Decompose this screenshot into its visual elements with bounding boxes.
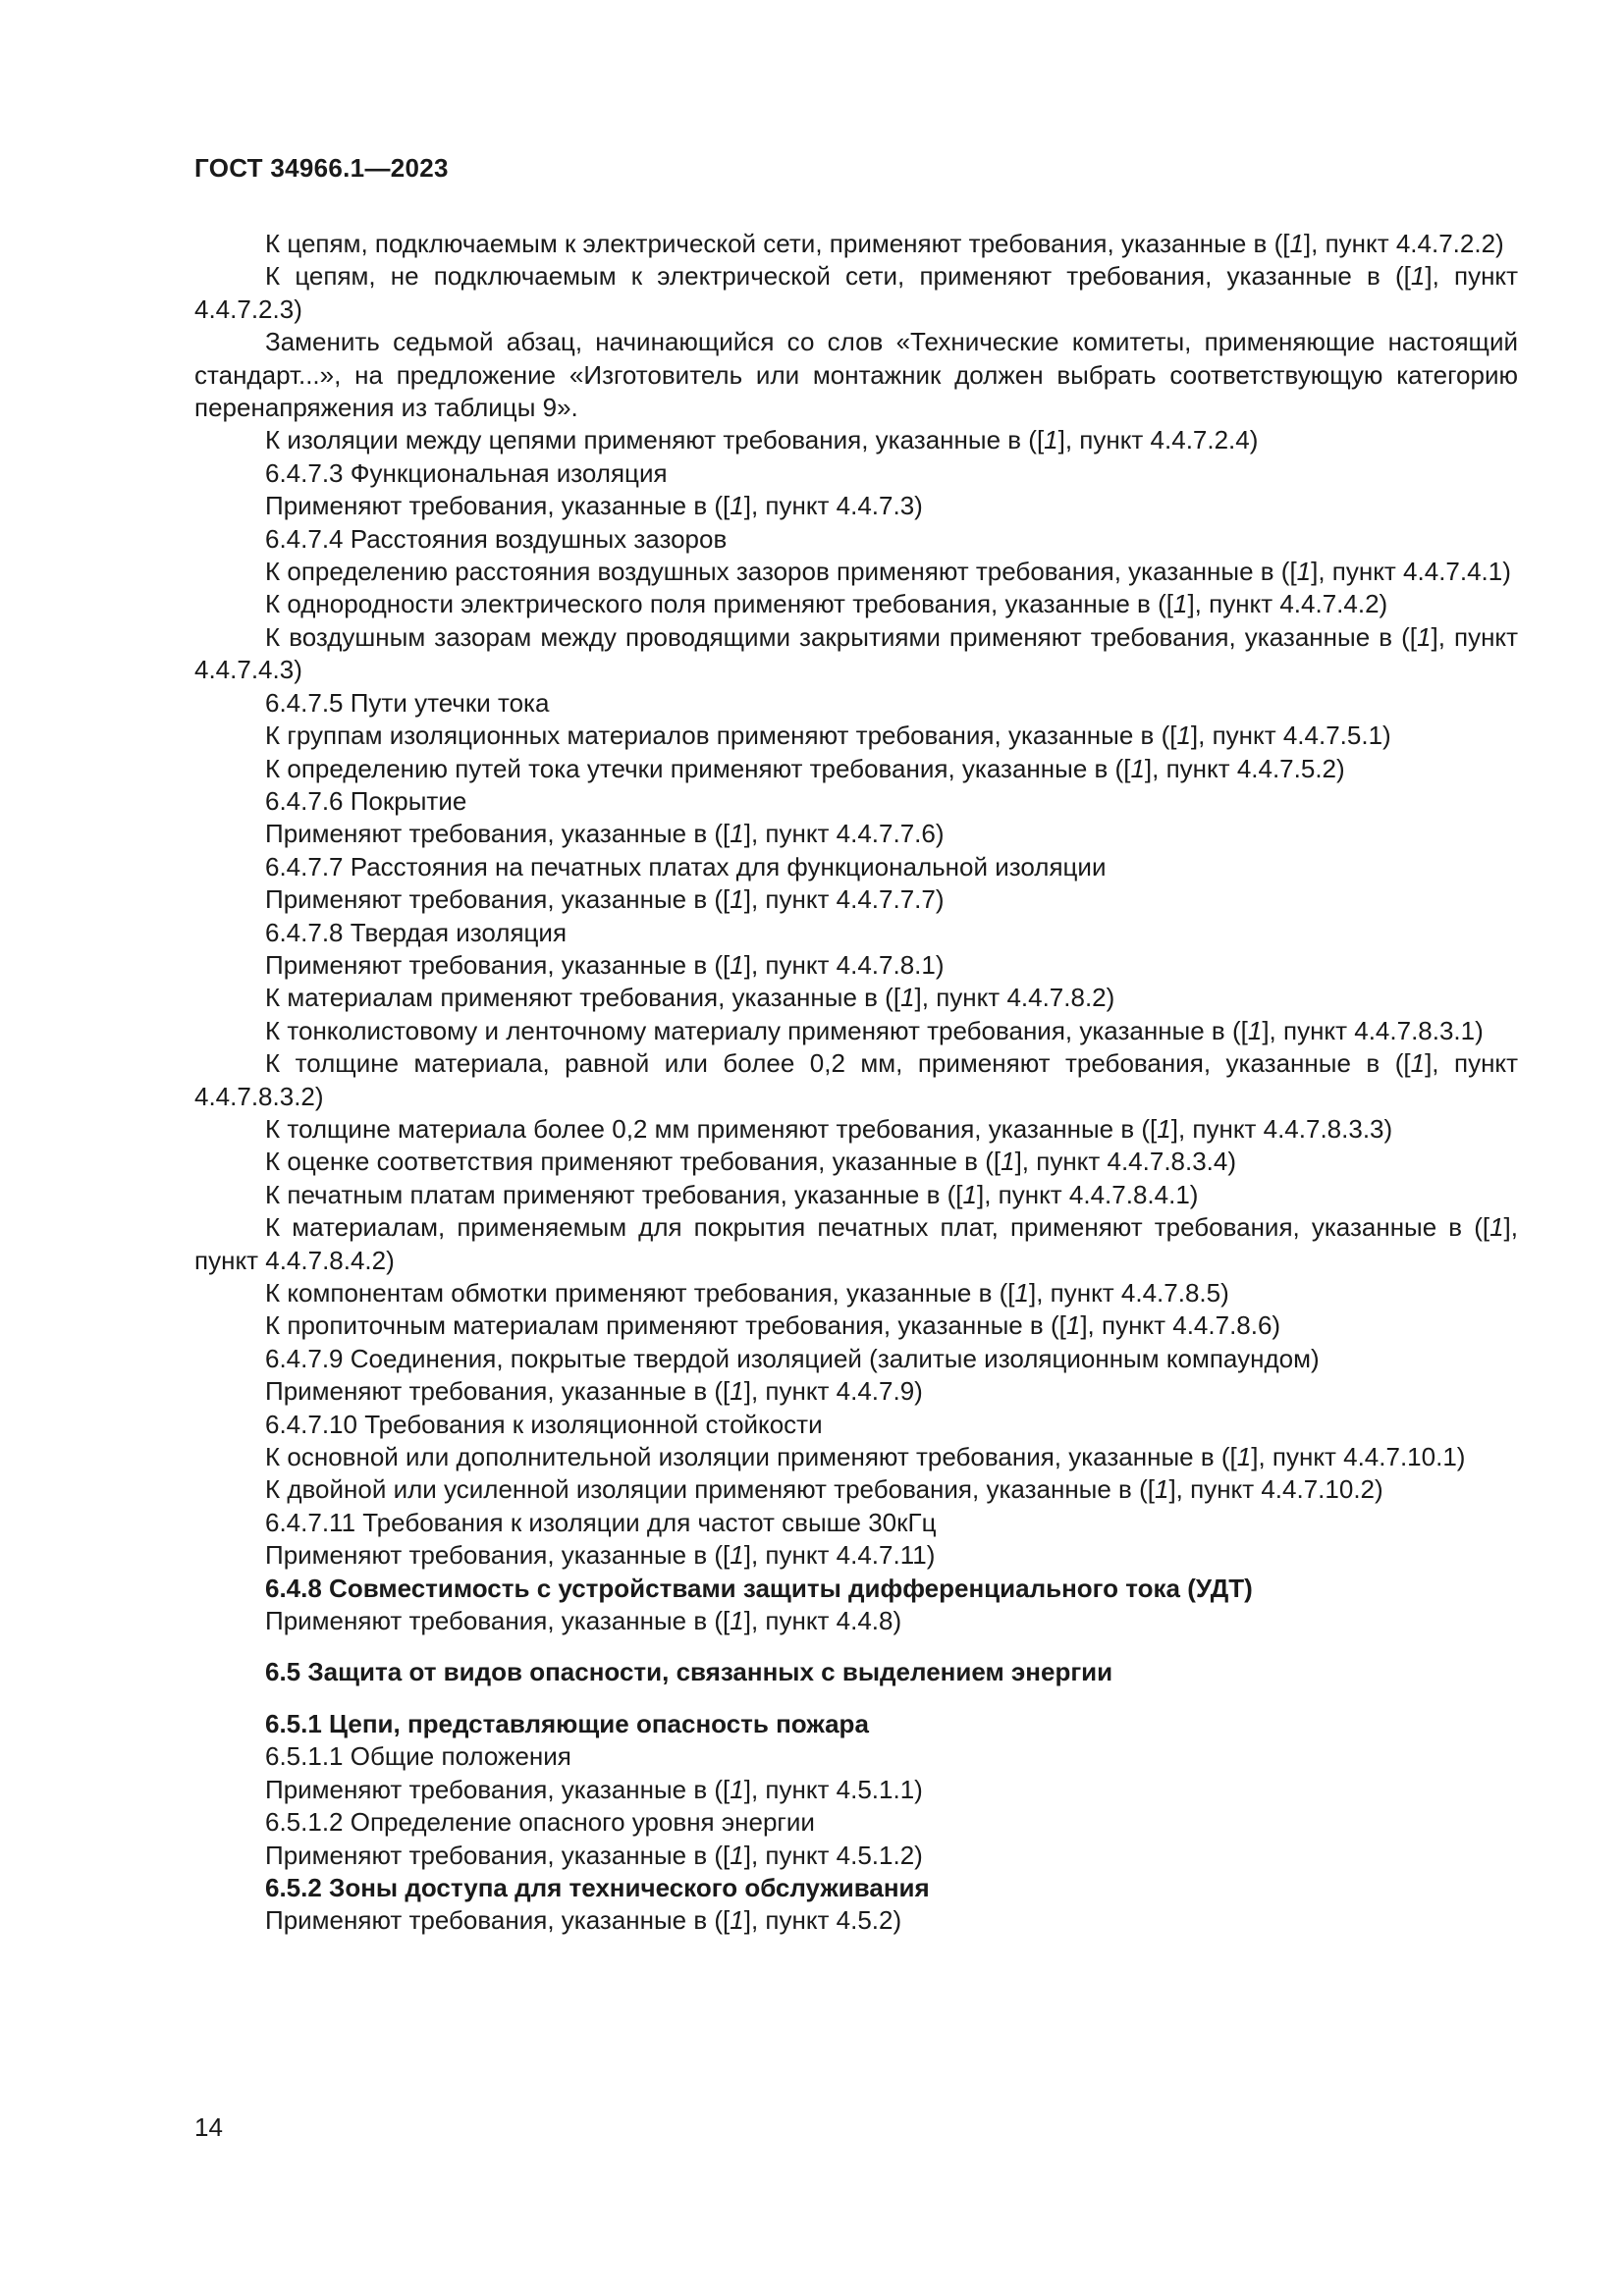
clause-reference: ], пункт 4.4.7.4.1): [1311, 557, 1511, 587]
paragraph-text: Применяют требования, указанные в ([: [265, 819, 731, 849]
document-body: [194, 228, 1518, 1938]
paragraph: 6.4.7.10 Требования к изоляционной стойкости: [265, 1409, 823, 1439]
clause-reference: ], пункт 4.4.7.7.6): [743, 819, 945, 849]
paragraph-text: К оценке соответствия применяют требования, указанные в ([: [265, 1147, 1001, 1177]
paragraph: [194, 1473, 1518, 1506]
document-header-title: ГОСТ 34966.1—2023: [194, 153, 449, 183]
paragraph-text: Применяют требования, указанные в ([: [265, 949, 731, 980]
bibliography-reference: 1: [1236, 1442, 1252, 1472]
clause-reference: ], пункт 4.4.7.8.1): [743, 949, 945, 980]
bibliography-reference: 1: [1289, 229, 1304, 258]
bibliography-reference: 1: [1176, 721, 1191, 751]
paragraph: [194, 490, 1518, 522]
clause-reference: ], пункт 4.4.7.2.2): [1303, 229, 1504, 258]
clause-reference: ], пункт 4.4.7.8.3.4): [1014, 1147, 1237, 1177]
clause-reference: ], пункт 4.4.7.11): [743, 1540, 936, 1571]
paragraph-text: Применяют требования, указанные в ([: [265, 1540, 731, 1571]
paragraph: [194, 228, 1518, 260]
paragraph: [194, 1904, 1518, 1937]
clause-reference: ], пункт 4.4.7.8.3.3): [1170, 1113, 1393, 1144]
paragraph: [194, 982, 1518, 1014]
paragraph: [194, 1277, 1518, 1309]
paragraph-text: К однородности электрического поля применяют требования, указанные в ([: [265, 589, 1173, 619]
paragraph: 6.4.7.8 Твердая изоляция: [265, 917, 568, 947]
paragraph: [194, 720, 1518, 752]
paragraph-text: К группам изоляционных материалов применяют требования, указанные в ([: [265, 721, 1177, 751]
paragraph-text: К толщине материала более 0,2 мм применяют требования, указанные в ([: [265, 1113, 1158, 1144]
paragraph: [194, 621, 1518, 687]
clause-reference: ], пункт 4.4.7.8.4.1): [977, 1179, 1199, 1209]
section-heading: 6.4.8 Совместимость с устройствами защиты дифференциального тока (УДТ): [265, 1573, 1253, 1603]
clause-reference: ], пункт 4.4.7.8.2): [914, 983, 1115, 1013]
bibliography-reference: 1: [1157, 1113, 1171, 1144]
clause-reference: ], пункт 4.4.7.2.4): [1057, 425, 1259, 455]
paragraph-text: К двойной или усиленной изоляции применяют требования, указанные в ([: [265, 1474, 1155, 1505]
paragraph: 6.4.7.7 Расстояния на печатных платах для функциональной изоляции: [265, 851, 1107, 881]
bibliography-reference: 1: [1247, 1015, 1263, 1045]
paragraph-text: К пропиточным материалам применяют требования, указанные в ([: [265, 1310, 1066, 1341]
section-heading: 6.5.1 Цепи, представляющие опасность пожара: [265, 1708, 869, 1738]
clause-reference: ], пункт 4.4.7.2.3): [194, 261, 1519, 324]
clause-reference: ], пункт 4.4.7.10.2): [1168, 1474, 1383, 1505]
clause-reference: ], пункт 4.4.7.9): [743, 1376, 923, 1407]
bibliography-reference: 1: [1154, 1474, 1169, 1505]
paragraph-text: К воздушным зазорам между проводящими закрытиями применяют требования, указанные в ([: [265, 621, 1417, 652]
clause-reference: ], пункт 4.4.7.5.1): [1190, 721, 1391, 751]
paragraph-text: К определению путей тока утечки применяют требования, указанные в ([: [265, 753, 1131, 783]
paragraph-text: К толщине материала, равной или более 0,2 мм, применяют требования, указанные в ([: [265, 1048, 1411, 1079]
clause-reference: ], пункт 4.4.7.8.3.1): [1262, 1015, 1484, 1045]
paragraph: [194, 1375, 1518, 1408]
section-heading: 6.5.2 Зоны доступа для технического обслуживания: [265, 1872, 930, 1902]
paragraph-text: К материалам применяют требования, указанные в ([: [265, 983, 901, 1013]
paragraph: [194, 883, 1518, 916]
paragraph-text: Применяют требования, указанные в ([: [265, 1376, 731, 1407]
paragraph: [194, 1840, 1518, 1872]
paragraph: [194, 753, 1518, 785]
section-heading: 6.5 Защита от видов опасности, связанных с выделением энергии: [265, 1657, 1113, 1687]
paragraph: [194, 1146, 1518, 1178]
paragraph: Заменить седьмой абзац, начинающийся со слов «Технические комитеты, применяющие настоящий стандарт...», на предложение «Изготовитель или монтажник должен выбрать соответствующую категорию перенапряжения из таблицы 9».: [194, 327, 1518, 423]
paragraph: [194, 1309, 1518, 1342]
bibliography-reference: 1: [1001, 1147, 1015, 1177]
bibliography-reference: 1: [1489, 1212, 1504, 1243]
bibliography-reference: 1: [730, 1376, 744, 1407]
paragraph-text: К основной или дополнительной изоляции применяют требования, указанные в ([: [265, 1442, 1237, 1472]
clause-reference: ], пункт 4.5.2): [743, 1905, 902, 1936]
paragraph-text: К определению расстояния воздушных зазоров применяют требования, указанные в ([: [265, 557, 1297, 587]
paragraph-text: Применяют требования, указанные в ([: [265, 1606, 731, 1636]
bibliography-reference: 1: [730, 1774, 744, 1804]
paragraph: [194, 556, 1518, 588]
bibliography-reference: 1: [730, 1606, 744, 1636]
clause-reference: ], пункт 4.4.7.5.2): [1144, 753, 1345, 783]
paragraph: [194, 1211, 1518, 1277]
paragraph: [194, 1539, 1518, 1572]
clause-reference: ], пункт 4.4.7.10.1): [1251, 1442, 1466, 1472]
paragraph: [194, 1605, 1518, 1637]
paragraph: 6.4.7.9 Соединения, покрытые твердой изоляцией (залитые изоляционным компаундом): [265, 1343, 1320, 1373]
paragraph-text: К тонколистовому и ленточному материалу применяют требования, указанные в ([: [265, 1015, 1248, 1045]
bibliography-reference: 1: [730, 1840, 744, 1870]
paragraph: [194, 1113, 1518, 1146]
bibliography-reference: 1: [730, 1905, 744, 1936]
clause-reference: ], пункт 4.4.7.8.4.2): [194, 1212, 1518, 1275]
bibliography-reference: 1: [1044, 425, 1058, 455]
clause-reference: ], пункт 4.4.8): [743, 1606, 902, 1636]
paragraph: 6.4.7.6 Покрытие: [265, 785, 467, 816]
clause-reference: ], пункт 4.4.7.3): [743, 491, 923, 521]
paragraph: 6.4.7.3 Функциональная изоляция: [265, 457, 668, 488]
paragraph: 6.4.7.5 Пути утечки тока: [265, 687, 550, 718]
clause-reference: ], пункт 4.4.7.7.7): [743, 884, 945, 915]
bibliography-reference: 1: [1014, 1278, 1029, 1308]
bibliography-reference: 1: [1417, 621, 1432, 652]
bibliography-reference: 1: [730, 884, 744, 915]
paragraph: [194, 260, 1518, 326]
clause-reference: ], пункт 4.4.7.4.2): [1187, 589, 1388, 619]
paragraph-text: Применяют требования, указанные в ([: [265, 1905, 731, 1936]
bibliography-reference: 1: [1410, 1048, 1426, 1079]
bibliography-reference: 1: [1296, 557, 1312, 587]
paragraph: [194, 1441, 1518, 1473]
paragraph-text: К печатным платам применяют требования, указанные в ([: [265, 1179, 963, 1209]
paragraph-text: К цепям, подключаемым к электрической сети, применяют требования, указанные в ([: [265, 229, 1290, 258]
page-number: 14: [194, 2112, 223, 2142]
clause-reference: ], пункт 4.4.7.8.3.2): [194, 1048, 1519, 1111]
paragraph: [194, 1015, 1518, 1047]
bibliography-reference: 1: [730, 1540, 744, 1571]
paragraph-text: Применяют требования, указанные в ([: [265, 884, 731, 915]
paragraph-text: К изоляции между цепями применяют требования, указанные в ([: [265, 425, 1045, 455]
paragraph: 6.4.7.11 Требования к изоляции для частот свыше 30кГц: [265, 1507, 937, 1537]
bibliography-reference: 1: [730, 819, 744, 849]
paragraph-text: Применяют требования, указанные в ([: [265, 1840, 731, 1870]
paragraph: [194, 818, 1518, 850]
clause-reference: ], пункт 4.4.7.8.6): [1080, 1310, 1281, 1341]
bibliography-reference: 1: [730, 491, 744, 521]
paragraph: [194, 588, 1518, 620]
paragraph: 6.5.1.2 Определение опасного уровня энергии: [265, 1807, 815, 1838]
paragraph: [194, 1179, 1518, 1211]
bibliography-reference: 1: [1172, 589, 1188, 619]
bibliography-reference: 1: [1130, 753, 1145, 783]
clause-reference: ], пункт 4.5.1.1): [743, 1774, 923, 1804]
bibliography-reference: 1: [962, 1179, 977, 1209]
bibliography-reference: 1: [730, 949, 744, 980]
paragraph: 6.5.1.1 Общие положения: [265, 1741, 571, 1772]
paragraph: 6.4.7.4 Расстояния воздушных зазоров: [265, 523, 728, 554]
paragraph: [194, 424, 1518, 456]
paragraph-text: К цепям, не подключаемым к электрической сети, применяют требования, указанные в ([: [265, 261, 1411, 292]
paragraph-text: Применяют требования, указанные в ([: [265, 1774, 731, 1804]
paragraph: [194, 1774, 1518, 1806]
paragraph: [194, 949, 1518, 982]
bibliography-reference: 1: [900, 983, 915, 1013]
clause-reference: ], пункт 4.5.1.2): [743, 1840, 923, 1870]
bibliography-reference: 1: [1410, 261, 1426, 292]
clause-reference: ], пункт 4.4.7.8.5): [1028, 1278, 1229, 1308]
paragraph-text: К материалам, применяемым для покрытия печатных плат, применяют требования, указанные в ([: [265, 1212, 1490, 1243]
clause-reference: ], пункт 4.4.7.4.3): [194, 621, 1519, 685]
paragraph-text: К компонентам обмотки применяют требования, указанные в ([: [265, 1278, 1015, 1308]
paragraph-text: Применяют требования, указанные в ([: [265, 491, 731, 521]
bibliography-reference: 1: [1065, 1310, 1081, 1341]
paragraph: [194, 1047, 1518, 1113]
